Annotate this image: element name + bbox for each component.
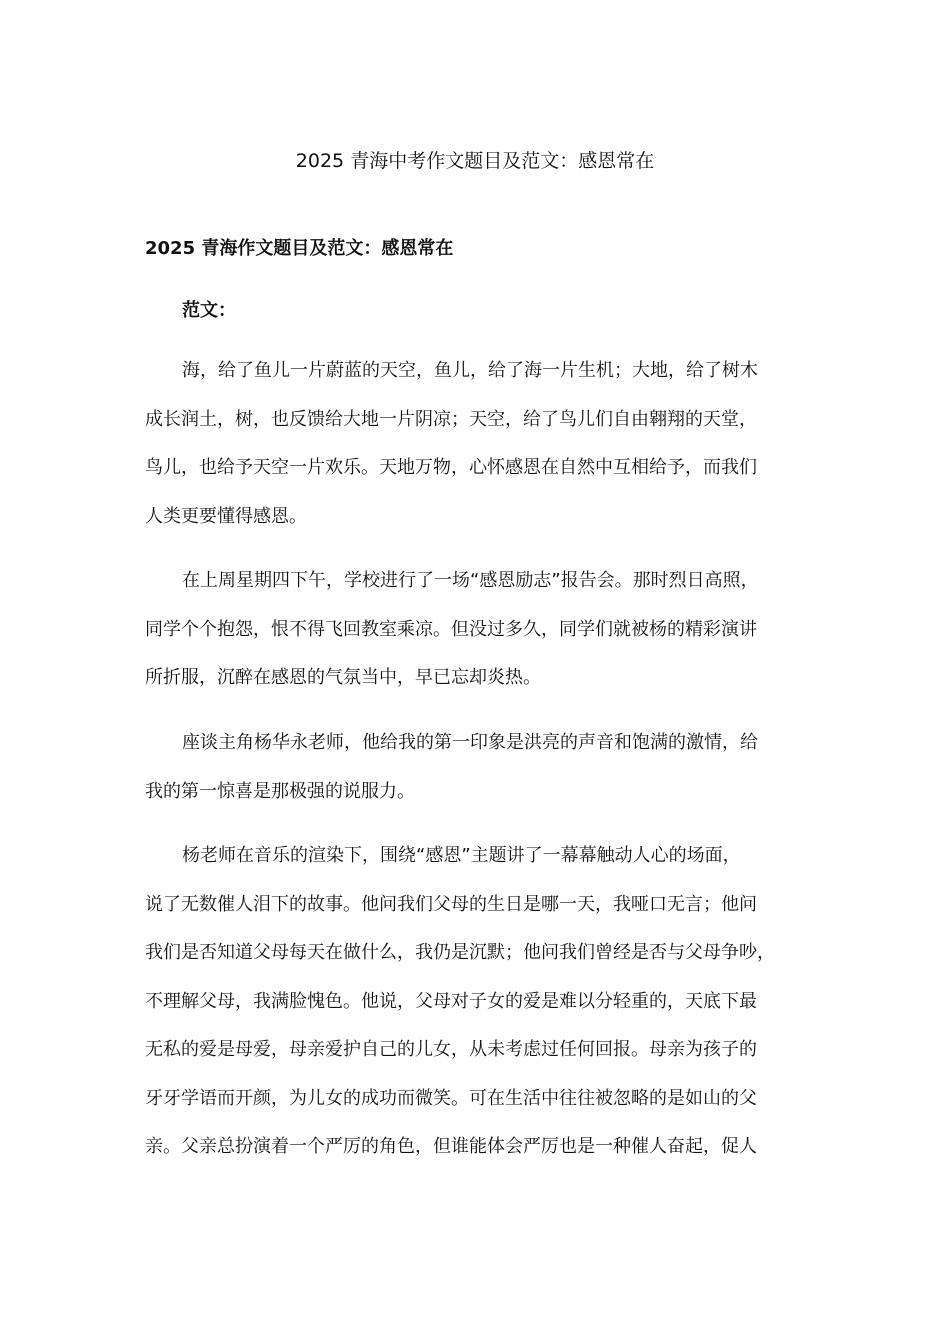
paragraph-line: 无私的爱是母爱，母亲爱护自己的儿女，从未考虑过任何回报。母亲为孩子的: [145, 1039, 757, 1060]
paragraph-line: 人类更要懂得感恩。: [145, 505, 307, 527]
paragraph-line: 我们是否知道父母每天在做什么，我仍是沉默；他问我们曾经是否与父母争吵，: [145, 942, 775, 963]
paragraph-line: 海，给了鱼儿一片蔚蓝的天空，鱼儿，给了海一片生机；大地，给了树木: [182, 360, 758, 381]
paragraph-line: 成长润土，树，也反馈给大地一片阴凉；天空，给了鸟儿们自由翱翔的天堂，: [145, 408, 757, 430]
paragraph-line: 同学个个抱怨，恨不得飞回教室乘凉。但没过多久，同学们就被杨的精彩演讲: [145, 618, 757, 640]
paragraph-line: 我的第一惊喜是那极强的说服力。: [145, 780, 415, 802]
document-subtitle: 2025 青海作文题目及范文：感恩常在: [145, 238, 454, 259]
paragraph-line: 亲。父亲总扮演着一个严厉的角色，但谁能体会严厉也是一种催人奋起，促人: [145, 1136, 757, 1157]
paragraph-2: [145, 568, 810, 714]
paragraph-line: 不理解父母，我满脸愧色。他说，父母对子女的爱是难以分轻重的，天底下最: [145, 990, 757, 1012]
paragraph-line: 鸟儿，也给予天空一片欢乐。天地万物，心怀感恩在自然中互相给予，而我们: [145, 457, 757, 478]
document-title: 2025 青海中考作文题目及范文：感恩常在: [295, 150, 655, 172]
paragraph-line: 在上周星期四下午，学校进行了一场“感恩励志”报告会。那时烈日高照，: [182, 570, 759, 591]
paragraph-line: 牙牙学语而开颜，为儿女的成功而微笑。可在生活中往往被忽略的是如山的父: [145, 1087, 757, 1109]
section-label-sample-essay: 范文：: [182, 300, 236, 321]
paragraph-3: [145, 730, 810, 827]
paragraph-1: [145, 358, 810, 552]
paragraph-line: 说了无数催人泪下的故事。他问我们父母的生日是哪一天，我哑口无言；他问: [145, 893, 757, 915]
paragraph-line: 杨老师在音乐的渲染下，围绕“感恩”主题讲了一幕幕触动人心的场面，: [182, 845, 741, 866]
paragraph-4: [145, 843, 810, 1183]
paragraph-line: 座谈主角杨华永老师，他给我的第一印象是洪亮的声音和饱满的激情，给: [182, 732, 758, 753]
paragraph-line: 所折服，沉醉在感恩的气氛当中，早已忘却炎热。: [145, 667, 541, 688]
